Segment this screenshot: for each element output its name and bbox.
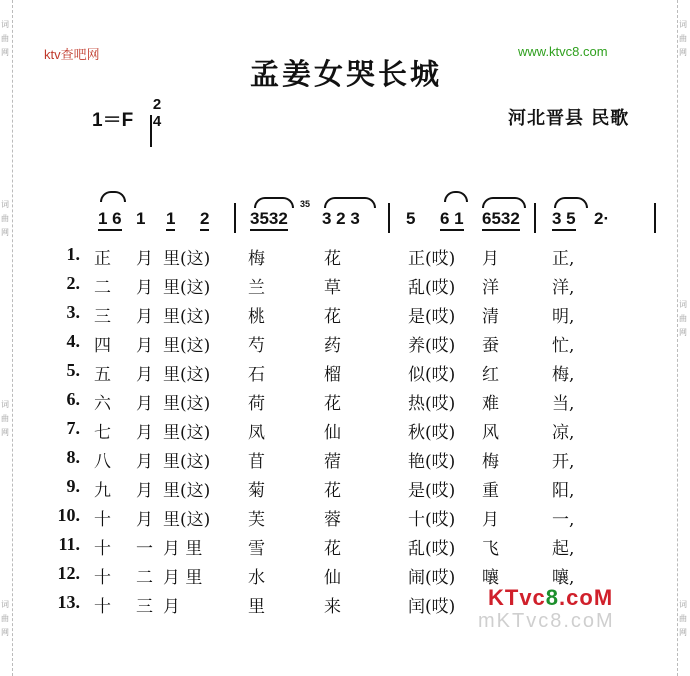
lyric-cell: 里(这) xyxy=(163,452,211,472)
side-char: 曲 xyxy=(1,614,9,623)
lyric-cell: 花 xyxy=(324,249,341,269)
site-logo xyxy=(488,585,613,611)
note-group: 6 1 xyxy=(440,209,464,231)
logo-part: .coM xyxy=(559,585,614,610)
lyric-cell: 乱(哎) xyxy=(408,278,456,298)
lyric-cell: 蓿 xyxy=(324,452,341,472)
verse-number: 10. xyxy=(57,505,80,525)
lyric-cell: 十 xyxy=(94,568,111,588)
verse-row xyxy=(0,505,690,534)
lyric-cell: 是(哎) xyxy=(408,481,456,501)
time-signature-bar xyxy=(150,115,152,147)
lyric-cell: 九 xyxy=(94,481,111,501)
lyric-cell: 蓉 xyxy=(324,510,341,530)
lyric-cell: 草 xyxy=(324,278,341,298)
note-group: 3 5 xyxy=(552,209,576,231)
bar-line xyxy=(534,203,536,233)
side-char: 网 xyxy=(1,428,9,437)
verse-number: 9. xyxy=(66,476,80,496)
note-group: 1 xyxy=(136,209,146,228)
lyric-cell: 月 xyxy=(482,510,499,530)
lyric-cell: 起, xyxy=(552,539,575,559)
lyric-cell: 里(这) xyxy=(163,307,211,327)
lyric-cell: 药 xyxy=(324,336,341,356)
side-char: 词 xyxy=(679,600,687,609)
lyric-cell: 月 里 xyxy=(163,539,203,559)
verse-number: 12. xyxy=(57,563,80,583)
verse-number: 6. xyxy=(66,389,80,409)
song-title: 孟姜女哭长城 xyxy=(250,57,443,91)
lyric-cell: 榴 xyxy=(324,365,341,385)
side-char: 网 xyxy=(679,628,687,637)
grace-notes: 35 xyxy=(300,199,311,209)
watermark-left: ktv查吧网 xyxy=(44,47,100,62)
lyric-cell: 里(这) xyxy=(163,249,211,269)
lyric-cell: 四 xyxy=(94,336,111,356)
lyric-cell: 仙 xyxy=(324,423,341,443)
song-source: 河北晋县 民歌 xyxy=(508,108,630,129)
slur-arc xyxy=(324,197,376,208)
side-char: 词 xyxy=(1,400,9,409)
lyric-cell: 石 xyxy=(248,365,265,385)
lyric-cell: 里(这) xyxy=(163,423,211,443)
lyric-cell: 月 xyxy=(136,336,153,356)
verse-row xyxy=(0,534,690,563)
verse-row xyxy=(0,447,690,476)
side-char: 词 xyxy=(679,300,687,309)
time-signature-top: 2 xyxy=(152,96,162,113)
lyric-cell: 月 xyxy=(136,452,153,472)
side-char: 词 xyxy=(679,20,687,29)
side-char: 词 xyxy=(1,600,9,609)
time-signature xyxy=(150,96,164,130)
lyric-cell: 月 xyxy=(136,481,153,501)
lyric-cell: 重 xyxy=(482,481,499,501)
lyric-cell: 艳(哎) xyxy=(408,452,456,472)
lyric-cell: 洋, xyxy=(552,278,575,298)
lyric-cell: 忙, xyxy=(552,336,575,356)
lyric-cell: 蚕 xyxy=(482,336,499,356)
lyric-cell: 二 xyxy=(136,568,153,588)
lyric-cell: 苜 xyxy=(248,452,265,472)
lyric-cell: 梅, xyxy=(552,365,575,385)
lyric-cell: 花 xyxy=(324,539,341,559)
lyric-cell: 六 xyxy=(94,394,111,414)
logo-part: KTvc xyxy=(488,585,546,610)
lyric-cell: 飞 xyxy=(482,539,499,559)
side-char: 曲 xyxy=(1,34,9,43)
side-char: 网 xyxy=(1,48,9,57)
lyric-cell: 月 xyxy=(163,597,180,617)
lyric-cell: 风 xyxy=(482,423,499,443)
lyric-cell: 难 xyxy=(482,394,499,414)
lyric-cell: 清 xyxy=(482,307,499,327)
lyric-cell: 闹(哎) xyxy=(408,568,456,588)
lyric-cell: 秋(哎) xyxy=(408,423,456,443)
lyric-cell: 乱(哎) xyxy=(408,539,456,559)
lyric-cell: 当, xyxy=(552,394,575,414)
lyric-cell: 月 xyxy=(482,249,499,269)
verse-row xyxy=(0,244,690,273)
note-group: 1 6 xyxy=(98,209,122,231)
lyric-cell: 正(哎) xyxy=(408,249,456,269)
lyric-cell: 五 xyxy=(94,365,111,385)
logo-part: 8 xyxy=(545,585,560,610)
lyric-cell: 月 xyxy=(136,394,153,414)
lyric-cell: 养(哎) xyxy=(408,336,456,356)
lyric-cell: 里(这) xyxy=(163,365,211,385)
verse-row xyxy=(0,476,690,505)
lyric-cell: 阳, xyxy=(552,481,575,501)
side-char: 词 xyxy=(1,20,9,29)
lyric-cell: 凤 xyxy=(248,423,265,443)
lyric-cell: 里(这) xyxy=(163,336,211,356)
side-char: 网 xyxy=(1,228,9,237)
lyric-cell: 里(这) xyxy=(163,394,211,414)
slur-arc xyxy=(482,197,526,208)
lyric-cell: 花 xyxy=(324,481,341,501)
lyric-cell: 嚷 xyxy=(482,568,499,588)
note-group: 1 xyxy=(166,209,175,231)
bar-line xyxy=(234,203,236,233)
lyric-cell: 梅 xyxy=(248,249,265,269)
lyric-cell: 里(这) xyxy=(163,278,211,298)
note-group: 3 2 3 xyxy=(322,209,360,228)
lyric-cell: 桃 xyxy=(248,307,265,327)
verse-number: 4. xyxy=(66,331,80,351)
note-group: 6532 xyxy=(482,209,520,231)
lyric-cell: 月 xyxy=(136,249,153,269)
lyric-cell: 芍 xyxy=(248,336,265,356)
lyric-cell: 七 xyxy=(94,423,111,443)
lyric-cell: 洋 xyxy=(482,278,499,298)
lyric-cell: 十 xyxy=(94,510,111,530)
verse-row xyxy=(0,360,690,389)
watermark-right: www.ktvc8.com xyxy=(518,44,608,59)
lyric-cell: 一 xyxy=(136,539,153,559)
verse-number: 11. xyxy=(58,534,80,554)
numbered-notation xyxy=(88,185,668,245)
verse-number: 5. xyxy=(66,360,80,380)
note-group: 3532 xyxy=(250,209,288,231)
side-char: 曲 xyxy=(679,614,687,623)
lyric-cell: 仙 xyxy=(324,568,341,588)
lyric-cell: 正 xyxy=(94,249,111,269)
time-signature-bottom: 4 xyxy=(152,113,162,130)
side-char: 词 xyxy=(1,200,9,209)
lyric-cell: 一, xyxy=(552,510,575,530)
lyric-cell: 里(这) xyxy=(163,510,211,530)
lyric-cell: 十 xyxy=(94,539,111,559)
verse-number: 7. xyxy=(66,418,80,438)
lyric-cell: 月 xyxy=(136,510,153,530)
side-char: 网 xyxy=(1,628,9,637)
lyric-cell: 闰(哎) xyxy=(408,597,456,617)
lyric-cell: 里(这) xyxy=(163,481,211,501)
lyric-cell: 菊 xyxy=(248,481,265,501)
lyric-cell: 二 xyxy=(94,278,111,298)
lyric-cell: 雪 xyxy=(248,539,265,559)
lyric-cell: 似(哎) xyxy=(408,365,456,385)
lyric-cell: 明, xyxy=(552,307,575,327)
note-group: 2· xyxy=(594,209,610,228)
lyric-cell: 热(哎) xyxy=(408,394,456,414)
verse-number: 1. xyxy=(66,244,80,264)
slur-arc xyxy=(254,197,294,208)
verse-row xyxy=(0,418,690,447)
bar-line xyxy=(388,203,390,233)
lyric-cell: 月 里 xyxy=(163,568,203,588)
lyric-cell: 花 xyxy=(324,307,341,327)
bar-line xyxy=(654,203,656,233)
lyric-cell: 梅 xyxy=(482,452,499,472)
side-char: 曲 xyxy=(679,314,687,323)
verse-row xyxy=(0,331,690,360)
lyric-cell: 八 xyxy=(94,452,111,472)
verse-number: 2. xyxy=(66,273,80,293)
side-char: 曲 xyxy=(1,414,9,423)
side-char: 网 xyxy=(679,328,687,337)
lyric-cell: 兰 xyxy=(248,278,265,298)
lyric-cell: 三 xyxy=(136,597,153,617)
verse-row xyxy=(0,302,690,331)
lyric-cell: 十(哎) xyxy=(408,510,456,530)
lyric-cell: 水 xyxy=(248,568,265,588)
lyric-cell: 月 xyxy=(136,307,153,327)
lyric-cell: 月 xyxy=(136,423,153,443)
lyric-cell: 来 xyxy=(324,597,341,617)
lyric-cell: 里 xyxy=(248,597,265,617)
side-char: 曲 xyxy=(1,214,9,223)
verse-number: 3. xyxy=(66,302,80,322)
slur-arc xyxy=(100,191,126,202)
site-logo-ghost: mKTvc8.coM xyxy=(478,610,615,632)
lyric-cell: 红 xyxy=(482,365,499,385)
lyric-cell: 花 xyxy=(324,394,341,414)
verse-row xyxy=(0,273,690,302)
lyric-cell: 嚷, xyxy=(552,568,575,588)
lyric-cell: 月 xyxy=(136,365,153,385)
lyric-cell: 凉, xyxy=(552,423,575,443)
key-signature: 1＝F xyxy=(92,110,134,131)
lyric-cell: 正, xyxy=(552,249,575,269)
side-char: 网 xyxy=(679,48,687,57)
lyric-cell: 十 xyxy=(94,597,111,617)
note-group: 5 xyxy=(406,209,416,228)
lyric-cell: 芙 xyxy=(248,510,265,530)
side-char: 曲 xyxy=(679,34,687,43)
verse-row xyxy=(0,389,690,418)
lyric-cell: 开, xyxy=(552,452,575,472)
note-group: 2 xyxy=(200,209,209,231)
lyric-cell: 荷 xyxy=(248,394,265,414)
slur-arc xyxy=(554,197,588,208)
lyric-cell: 三 xyxy=(94,307,111,327)
slur-arc xyxy=(444,191,468,202)
lyric-cell: 是(哎) xyxy=(408,307,456,327)
lyric-cell: 月 xyxy=(136,278,153,298)
verse-number: 13. xyxy=(57,592,80,612)
verse-number: 8. xyxy=(66,447,80,467)
